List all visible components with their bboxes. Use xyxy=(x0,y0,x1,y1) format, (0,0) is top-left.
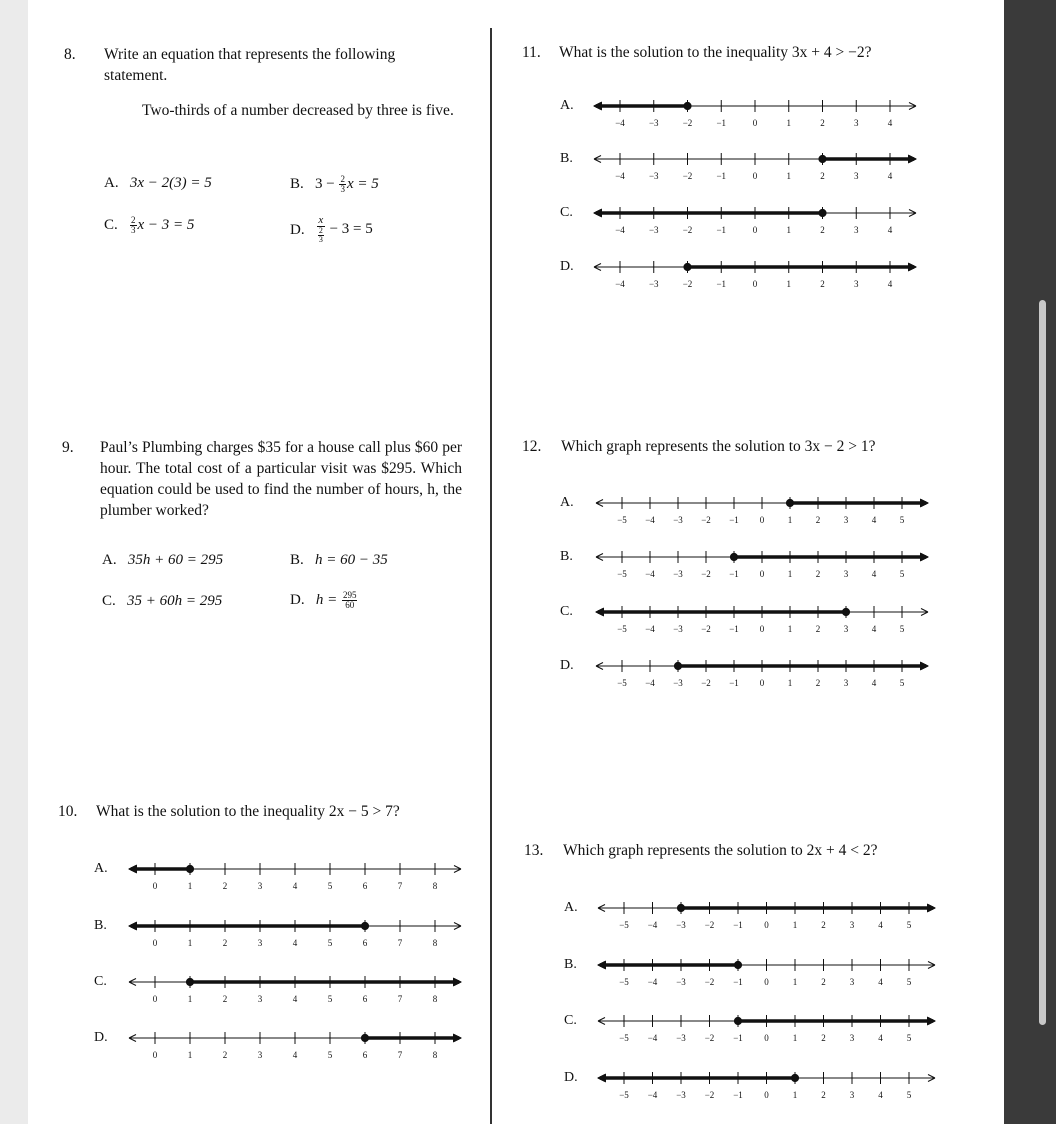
question-number: 11. xyxy=(522,44,541,61)
option-label[interactable]: B. xyxy=(560,151,573,166)
option-label[interactable]: B. xyxy=(564,957,577,972)
tick-label: −5 xyxy=(617,678,627,688)
endpoint-dot xyxy=(735,962,742,969)
solution-arrow-icon xyxy=(597,1074,606,1083)
tick-label: 3 xyxy=(854,225,859,235)
solution-arrow-icon xyxy=(920,553,929,562)
tick-label: 5 xyxy=(899,624,905,634)
fraction-numerator: 2 xyxy=(340,174,345,184)
tick-label: 3 xyxy=(843,678,849,688)
tick-label: 4 xyxy=(878,1090,883,1100)
tick-label: −2 xyxy=(704,977,715,987)
tick-label: 4 xyxy=(871,624,877,634)
fraction-numerator: x xyxy=(318,214,324,226)
tick-label: 0 xyxy=(152,881,158,891)
tick-label: 2 xyxy=(815,624,821,634)
option-c[interactable] xyxy=(104,216,194,235)
number-line-option-b[interactable] xyxy=(592,548,932,584)
tick-label: −4 xyxy=(645,569,655,579)
tick-label: 4 xyxy=(871,678,877,688)
option-label[interactable]: C. xyxy=(560,205,573,220)
option-text-post: x − 3 = 5 xyxy=(137,216,195,233)
tick-label: −4 xyxy=(645,678,655,688)
tick-label: 4 xyxy=(292,1050,298,1060)
tick-label: 7 xyxy=(397,1050,403,1060)
tick-label: 4 xyxy=(871,569,877,579)
tick-label: −4 xyxy=(647,1090,658,1100)
tick-label: −1 xyxy=(733,977,743,987)
tick-label: −3 xyxy=(673,569,683,579)
option-label: D. xyxy=(290,591,305,608)
endpoint-dot xyxy=(187,866,194,873)
option-a[interactable] xyxy=(104,175,212,192)
tick-label: 5 xyxy=(899,569,905,579)
tick-label: −5 xyxy=(619,1090,629,1100)
tick-label: −1 xyxy=(716,279,727,289)
endpoint-dot xyxy=(819,210,826,217)
option-a[interactable] xyxy=(102,552,223,569)
tick-label: 6 xyxy=(362,994,368,1004)
option-text: 35h + 60 = 295 xyxy=(127,552,224,568)
tick-label: 8 xyxy=(432,1050,438,1060)
tick-label: −4 xyxy=(615,225,625,235)
tick-label: 1 xyxy=(786,171,791,181)
solution-arrow-icon xyxy=(908,263,917,272)
endpoint-dot xyxy=(684,264,691,271)
tick-label: 5 xyxy=(327,994,333,1004)
tick-label: 3 xyxy=(849,1090,855,1100)
tick-label: −3 xyxy=(648,171,659,181)
tick-label: 2 xyxy=(815,515,821,525)
solution-arrow-icon xyxy=(908,155,917,164)
tick-label: −5 xyxy=(617,569,627,579)
tick-label: 0 xyxy=(759,569,765,579)
tick-label: −3 xyxy=(676,920,686,930)
tick-label: −4 xyxy=(647,1033,658,1043)
tick-label: −4 xyxy=(647,977,658,987)
left-margin xyxy=(0,0,28,1124)
tick-label: 4 xyxy=(292,881,298,891)
tick-label: 8 xyxy=(432,881,438,891)
tick-label: 4 xyxy=(887,279,893,289)
endpoint-dot xyxy=(735,1018,742,1025)
tick-label: −5 xyxy=(619,920,629,930)
tick-label: 1 xyxy=(787,569,793,579)
endpoint-dot xyxy=(843,609,850,616)
tick-label: 2 xyxy=(222,994,228,1004)
tick-label: 0 xyxy=(764,1090,769,1100)
tick-label: 5 xyxy=(906,1033,912,1043)
tick-label: 7 xyxy=(397,994,403,1004)
tick-label: −3 xyxy=(673,678,683,688)
tick-label: 0 xyxy=(759,678,765,688)
endpoint-dot xyxy=(675,663,682,670)
tick-label: 1 xyxy=(787,624,793,634)
tick-label: 3 xyxy=(854,171,859,181)
tick-label: −2 xyxy=(701,678,711,688)
option-label[interactable]: D. xyxy=(560,259,574,274)
question-text: Write an equation that represents the following statement. xyxy=(104,46,396,84)
option-b[interactable] xyxy=(290,552,388,569)
question-text: Which graph represents the solution to 2x + 4 < 2? xyxy=(563,842,878,859)
tick-label: 5 xyxy=(906,1090,912,1100)
option-label[interactable]: C. xyxy=(560,604,573,619)
tick-label: −2 xyxy=(682,279,693,289)
number-line-option-b[interactable] xyxy=(594,956,939,992)
tick-label: 3 xyxy=(849,977,855,987)
tick-label: 4 xyxy=(878,1033,883,1043)
tick-label: −5 xyxy=(619,1033,629,1043)
fraction-numerator: 295 xyxy=(342,590,357,600)
option-text: 35 + 60h = 295 xyxy=(127,593,223,609)
tick-label: 0 xyxy=(752,118,758,128)
option-label: A. xyxy=(102,552,117,568)
option-d[interactable] xyxy=(290,591,358,610)
fraction-denominator: 3 xyxy=(131,225,136,235)
tick-label: 1 xyxy=(792,1033,798,1043)
solution-arrow-icon xyxy=(920,662,929,671)
tick-label: 4 xyxy=(292,994,298,1004)
tick-label: 3 xyxy=(257,1050,263,1060)
tick-label: 0 xyxy=(152,938,158,948)
question-number: 10. xyxy=(58,803,78,820)
tick-label: −3 xyxy=(648,279,659,289)
solution-arrow-icon xyxy=(593,102,602,111)
tick-label: −5 xyxy=(617,624,627,634)
tick-label: −2 xyxy=(704,920,715,930)
tick-label: 0 xyxy=(764,977,769,987)
solution-arrow-icon xyxy=(453,1034,462,1043)
number-line-option-c[interactable] xyxy=(125,973,465,1009)
tick-label: 2 xyxy=(820,279,825,289)
scrollbar[interactable] xyxy=(1039,300,1046,1025)
number-line-option-d[interactable] xyxy=(590,258,920,294)
tick-label: −2 xyxy=(682,225,693,235)
tick-label: 5 xyxy=(906,920,912,930)
tick-label: −2 xyxy=(701,624,711,634)
solution-arrow-icon xyxy=(595,608,604,617)
solution-arrow-icon xyxy=(920,499,929,508)
tick-label: 1 xyxy=(187,994,193,1004)
tick-label: −1 xyxy=(729,678,739,688)
tick-label: 4 xyxy=(887,225,893,235)
number-line-option-c[interactable] xyxy=(592,603,932,639)
question-number: 13. xyxy=(524,842,544,859)
tick-label: −1 xyxy=(716,171,727,181)
viewer-background xyxy=(1004,0,1056,1124)
column-divider xyxy=(490,28,492,1124)
tick-label: 1 xyxy=(787,678,793,688)
number-line-option-a[interactable] xyxy=(592,494,932,530)
tick-label: 3 xyxy=(843,515,849,525)
tick-label: 0 xyxy=(152,1050,158,1060)
number-line-option-d[interactable] xyxy=(592,657,932,693)
tick-label: 5 xyxy=(327,938,333,948)
tick-label: 0 xyxy=(764,1033,769,1043)
solution-arrow-icon xyxy=(128,865,137,874)
fraction-numerator: 2 xyxy=(131,215,136,225)
tick-label: 6 xyxy=(362,1050,368,1060)
tick-label: 2 xyxy=(821,920,826,930)
option-c[interactable] xyxy=(102,593,222,610)
option-b[interactable] xyxy=(290,175,379,194)
tick-label: 1 xyxy=(792,977,798,987)
tick-label: 1 xyxy=(187,881,193,891)
tick-label: 7 xyxy=(397,938,403,948)
tick-label: 4 xyxy=(887,118,893,128)
number-line-option-d[interactable] xyxy=(594,1069,939,1105)
option-label: B. xyxy=(290,552,304,568)
tick-label: −1 xyxy=(729,569,739,579)
option-text-pre: h = xyxy=(315,591,341,608)
tick-label: −5 xyxy=(617,515,627,525)
number-line-option-b[interactable] xyxy=(590,150,920,186)
tick-label: −4 xyxy=(615,279,625,289)
option-label[interactable]: D. xyxy=(564,1070,578,1085)
tick-label: −5 xyxy=(619,977,629,987)
nested-fraction-denominator: 3 xyxy=(318,235,323,244)
tick-label: 4 xyxy=(878,977,883,987)
option-label: A. xyxy=(104,175,119,191)
number-line-option-a[interactable] xyxy=(590,97,920,133)
number-line-option-b[interactable] xyxy=(125,917,465,953)
option-d[interactable] xyxy=(290,207,373,244)
tick-label: 3 xyxy=(257,881,263,891)
option-label[interactable]: B. xyxy=(560,549,573,564)
solution-arrow-icon xyxy=(597,961,606,970)
tick-label: 0 xyxy=(152,994,158,1004)
tick-label: 0 xyxy=(752,279,758,289)
tick-label: 1 xyxy=(187,938,193,948)
question-number: 9. xyxy=(62,439,74,456)
option-label[interactable]: A. xyxy=(94,861,108,876)
tick-label: 4 xyxy=(878,920,883,930)
tick-label: 4 xyxy=(292,938,298,948)
fraction-denominator: 60 xyxy=(345,600,355,610)
question-text: What is the solution to the inequality 3x + 4 > −2? xyxy=(559,44,872,61)
solution-arrow-icon xyxy=(927,904,936,913)
tick-label: 0 xyxy=(752,171,758,181)
option-label[interactable]: A. xyxy=(560,98,574,113)
option-label: D. xyxy=(290,221,305,238)
tick-label: 1 xyxy=(787,515,793,525)
tick-label: 2 xyxy=(820,225,825,235)
number-line-option-c[interactable] xyxy=(594,1012,939,1048)
tick-label: 5 xyxy=(899,515,905,525)
tick-label: 6 xyxy=(362,938,368,948)
tick-label: 5 xyxy=(327,881,333,891)
tick-label: −2 xyxy=(701,515,711,525)
tick-label: 0 xyxy=(759,515,765,525)
solution-arrow-icon xyxy=(453,978,462,987)
number-line-option-a[interactable] xyxy=(594,899,939,935)
endpoint-dot xyxy=(819,156,826,163)
tick-label: 2 xyxy=(820,118,825,128)
option-label[interactable]: C. xyxy=(564,1013,577,1028)
tick-label: 2 xyxy=(821,1033,826,1043)
tick-label: −3 xyxy=(676,977,686,987)
tick-label: 3 xyxy=(849,920,855,930)
fraction-denominator: 3 xyxy=(340,184,345,194)
tick-label: 4 xyxy=(871,515,877,525)
tick-label: 1 xyxy=(792,920,798,930)
tick-label: 3 xyxy=(843,624,849,634)
option-label: B. xyxy=(290,175,304,192)
tick-label: 8 xyxy=(432,938,438,948)
option-label[interactable]: A. xyxy=(560,495,574,510)
tick-label: 0 xyxy=(759,624,765,634)
question-number: 8. xyxy=(64,46,76,63)
endpoint-dot xyxy=(187,979,194,986)
tick-label: 1 xyxy=(786,118,791,128)
option-label[interactable]: C. xyxy=(94,974,107,989)
endpoint-dot xyxy=(362,923,369,930)
nested-fraction-numerator: 2 xyxy=(318,226,323,235)
tick-label: 3 xyxy=(854,279,859,289)
solution-arrow-icon xyxy=(593,209,602,218)
tick-label: 3 xyxy=(257,938,263,948)
tick-label: 1 xyxy=(786,225,791,235)
tick-label: −2 xyxy=(682,118,693,128)
option-text: h = 60 − 35 xyxy=(315,552,388,568)
tick-label: −4 xyxy=(615,171,625,181)
tick-label: 2 xyxy=(222,938,228,948)
tick-label: 3 xyxy=(854,118,859,128)
tick-label: 5 xyxy=(906,977,912,987)
option-label[interactable]: D. xyxy=(560,658,574,673)
endpoint-dot xyxy=(684,103,691,110)
tick-label: 3 xyxy=(849,1033,855,1043)
tick-label: 3 xyxy=(257,994,263,1004)
tick-label: 2 xyxy=(815,678,821,688)
tick-label: −1 xyxy=(733,920,743,930)
endpoint-dot xyxy=(362,1035,369,1042)
solution-arrow-icon xyxy=(128,922,137,931)
option-text-pre: 3 − xyxy=(315,175,339,192)
endpoint-dot xyxy=(678,905,685,912)
option-text-post: − 3 = 5 xyxy=(325,220,373,237)
tick-label: 2 xyxy=(820,171,825,181)
tick-label: −3 xyxy=(673,624,683,634)
tick-label: −3 xyxy=(673,515,683,525)
tick-label: 6 xyxy=(362,881,368,891)
tick-label: 5 xyxy=(327,1050,333,1060)
endpoint-dot xyxy=(731,554,738,561)
question-number: 12. xyxy=(522,438,542,455)
solution-arrow-icon xyxy=(927,1017,936,1026)
tick-label: −4 xyxy=(647,920,658,930)
endpoint-dot xyxy=(792,1075,799,1082)
question-statement: Two-thirds of a number decreased by three is five. xyxy=(142,102,454,119)
tick-label: 2 xyxy=(222,1050,228,1060)
tick-label: −1 xyxy=(716,118,727,128)
tick-label: 1 xyxy=(792,1090,798,1100)
tick-label: 5 xyxy=(899,678,905,688)
option-label[interactable]: B. xyxy=(94,918,107,933)
endpoint-dot xyxy=(787,500,794,507)
option-text-post: x = 5 xyxy=(346,175,379,192)
number-line-option-d[interactable] xyxy=(125,1029,465,1065)
tick-label: −1 xyxy=(733,1090,743,1100)
tick-label: −4 xyxy=(645,624,655,634)
number-line-option-a[interactable] xyxy=(125,860,465,896)
tick-label: 3 xyxy=(843,569,849,579)
tick-label: 1 xyxy=(786,279,791,289)
tick-label: −1 xyxy=(729,515,739,525)
tick-label: 2 xyxy=(821,1090,826,1100)
tick-label: −2 xyxy=(704,1033,715,1043)
tick-label: −3 xyxy=(676,1090,686,1100)
tick-label: 8 xyxy=(432,994,438,1004)
tick-label: 2 xyxy=(815,569,821,579)
option-label[interactable]: D. xyxy=(94,1030,108,1045)
option-text: 3x − 2(3) = 5 xyxy=(129,175,212,191)
question-text: What is the solution to the inequality 2x − 5 > 7? xyxy=(96,803,400,820)
tick-label: 0 xyxy=(752,225,758,235)
tick-label: −4 xyxy=(615,118,625,128)
option-label: C. xyxy=(102,593,116,609)
tick-label: 2 xyxy=(222,881,228,891)
tick-label: −4 xyxy=(645,515,655,525)
tick-label: 1 xyxy=(187,1050,193,1060)
option-label: C. xyxy=(104,216,118,233)
tick-label: −2 xyxy=(701,569,711,579)
tick-label: −3 xyxy=(676,1033,686,1043)
tick-label: −1 xyxy=(733,1033,743,1043)
question-text: Which graph represents the solution to 3x − 2 > 1? xyxy=(561,438,876,455)
tick-label: 7 xyxy=(397,881,403,891)
tick-label: 2 xyxy=(821,977,826,987)
option-label[interactable]: A. xyxy=(564,900,578,915)
question-text: Paul’s Plumbing charges $35 for a house call plus $60 per hour. The total cost of a particular visit was $295. Which equation could be used to find the number of hours, h, the plumber worked? xyxy=(100,439,462,519)
number-line-option-c[interactable] xyxy=(590,204,920,240)
tick-label: −2 xyxy=(682,171,693,181)
tick-label: 0 xyxy=(764,920,769,930)
tick-label: 4 xyxy=(887,171,893,181)
tick-label: −3 xyxy=(648,225,659,235)
tick-label: −1 xyxy=(729,624,739,634)
tick-label: −1 xyxy=(716,225,727,235)
tick-label: −2 xyxy=(704,1090,715,1100)
tick-label: −3 xyxy=(648,118,659,128)
